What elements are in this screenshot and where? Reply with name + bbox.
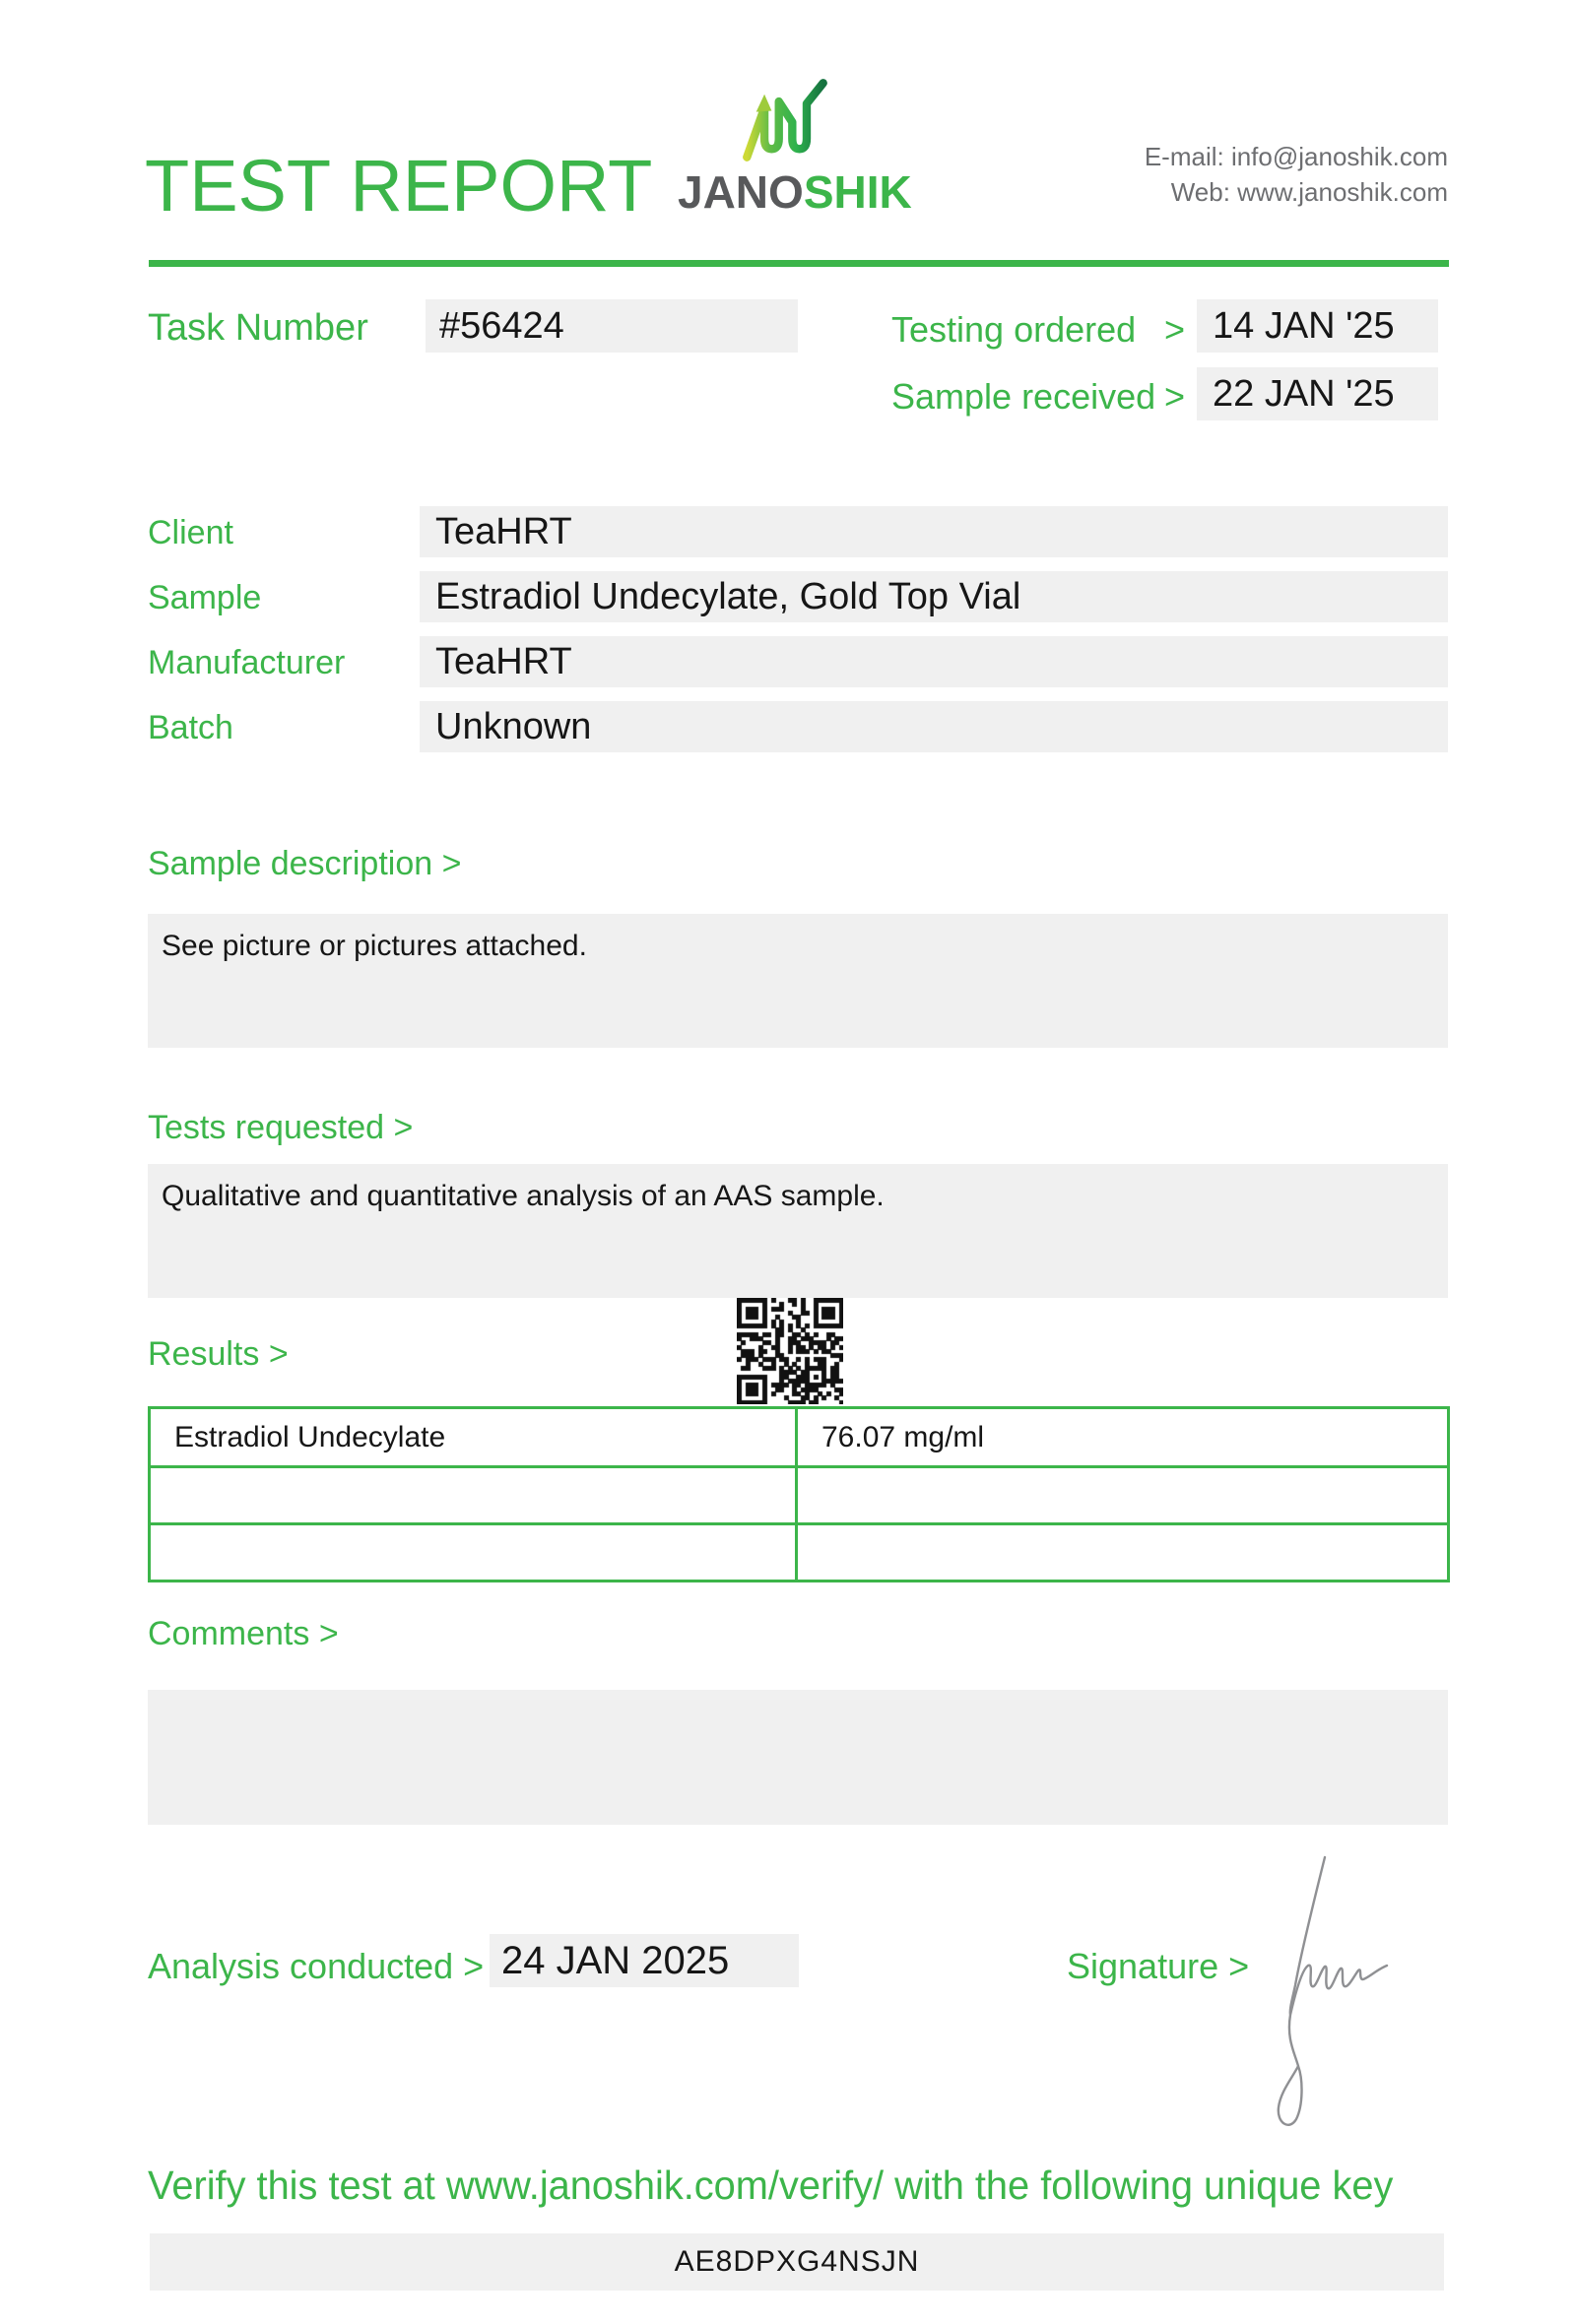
results-table <box>148 1406 1450 1582</box>
result-substance-cell <box>151 1468 798 1522</box>
result-value-cell <box>798 1468 1447 1522</box>
tests-requested-text: Qualitative and quantitative analysis of an AAS sample. <box>162 1180 885 1212</box>
contact-email: E-mail: info@janoshik.com <box>1144 142 1448 171</box>
table-row <box>148 1465 1450 1525</box>
logo-text-gray: JANO <box>678 166 804 218</box>
signature-label: Signature > <box>1067 1946 1250 1986</box>
sample-received-text: Sample received <box>891 376 1156 417</box>
page-title: TEST REPORT <box>145 145 653 226</box>
client-value: TeaHRT <box>420 506 1448 557</box>
arrow-glyph: > <box>1163 376 1185 417</box>
result-substance-cell <box>151 1525 798 1580</box>
comments-box <box>148 1690 1448 1825</box>
janoshik-chart-logo-icon <box>741 79 829 163</box>
sample-description-heading: Sample description > <box>148 845 462 882</box>
testing-ordered-label <box>891 309 1185 351</box>
tests-requested-heading: Tests requested > <box>148 1109 414 1146</box>
signature-scribble <box>1269 1826 1401 2137</box>
testing-ordered-text: Testing ordered <box>891 309 1137 350</box>
table-row <box>148 1406 1450 1468</box>
manufacturer-label: Manufacturer <box>148 644 346 681</box>
result-value-cell: 76.07 mg/ml <box>821 1420 985 1453</box>
tests-requested-box <box>148 1164 1448 1298</box>
analysis-conducted-value: 24 JAN 2025 <box>490 1934 799 1987</box>
testing-ordered-value: 14 JAN '25 <box>1197 299 1438 353</box>
task-number-value: #56424 <box>426 299 798 353</box>
contact-web: Web: www.janoshik.com <box>1170 177 1448 207</box>
logo-text-green: SHIK <box>803 166 912 218</box>
result-value-cell <box>798 1525 1447 1580</box>
unique-key-value: AE8DPXG4NSJN <box>150 2233 1444 2291</box>
results-heading: Results > <box>148 1335 289 1373</box>
sample-received-label <box>891 376 1185 418</box>
contact-info <box>1145 139 1448 210</box>
qr-code <box>737 1298 843 1404</box>
sample-received-value: 22 JAN '25 <box>1197 367 1438 420</box>
manufacturer-value: TeaHRT <box>420 636 1448 687</box>
result-substance-cell: Estradiol Undecylate <box>151 1409 798 1465</box>
sample-description-text: See picture or pictures attached. <box>162 930 587 962</box>
batch-value: Unknown <box>420 701 1448 752</box>
sample-value: Estradiol Undecylate, Gold Top Vial <box>420 571 1448 622</box>
task-number-label: Task Number <box>148 307 368 349</box>
analysis-conducted-label: Analysis conducted > <box>148 1946 485 1986</box>
table-row <box>148 1522 1450 1582</box>
janoshik-logo-text <box>678 165 912 219</box>
sample-label: Sample <box>148 579 262 616</box>
header-divider <box>149 260 1449 267</box>
batch-label: Batch <box>148 709 233 746</box>
verify-instruction: Verify this test at www.janoshik.com/verify/ with the following unique key <box>148 2163 1394 2208</box>
sample-description-box <box>148 914 1448 1048</box>
client-label: Client <box>148 514 233 551</box>
arrow-glyph: > <box>1163 309 1185 350</box>
comments-heading: Comments > <box>148 1615 339 1652</box>
